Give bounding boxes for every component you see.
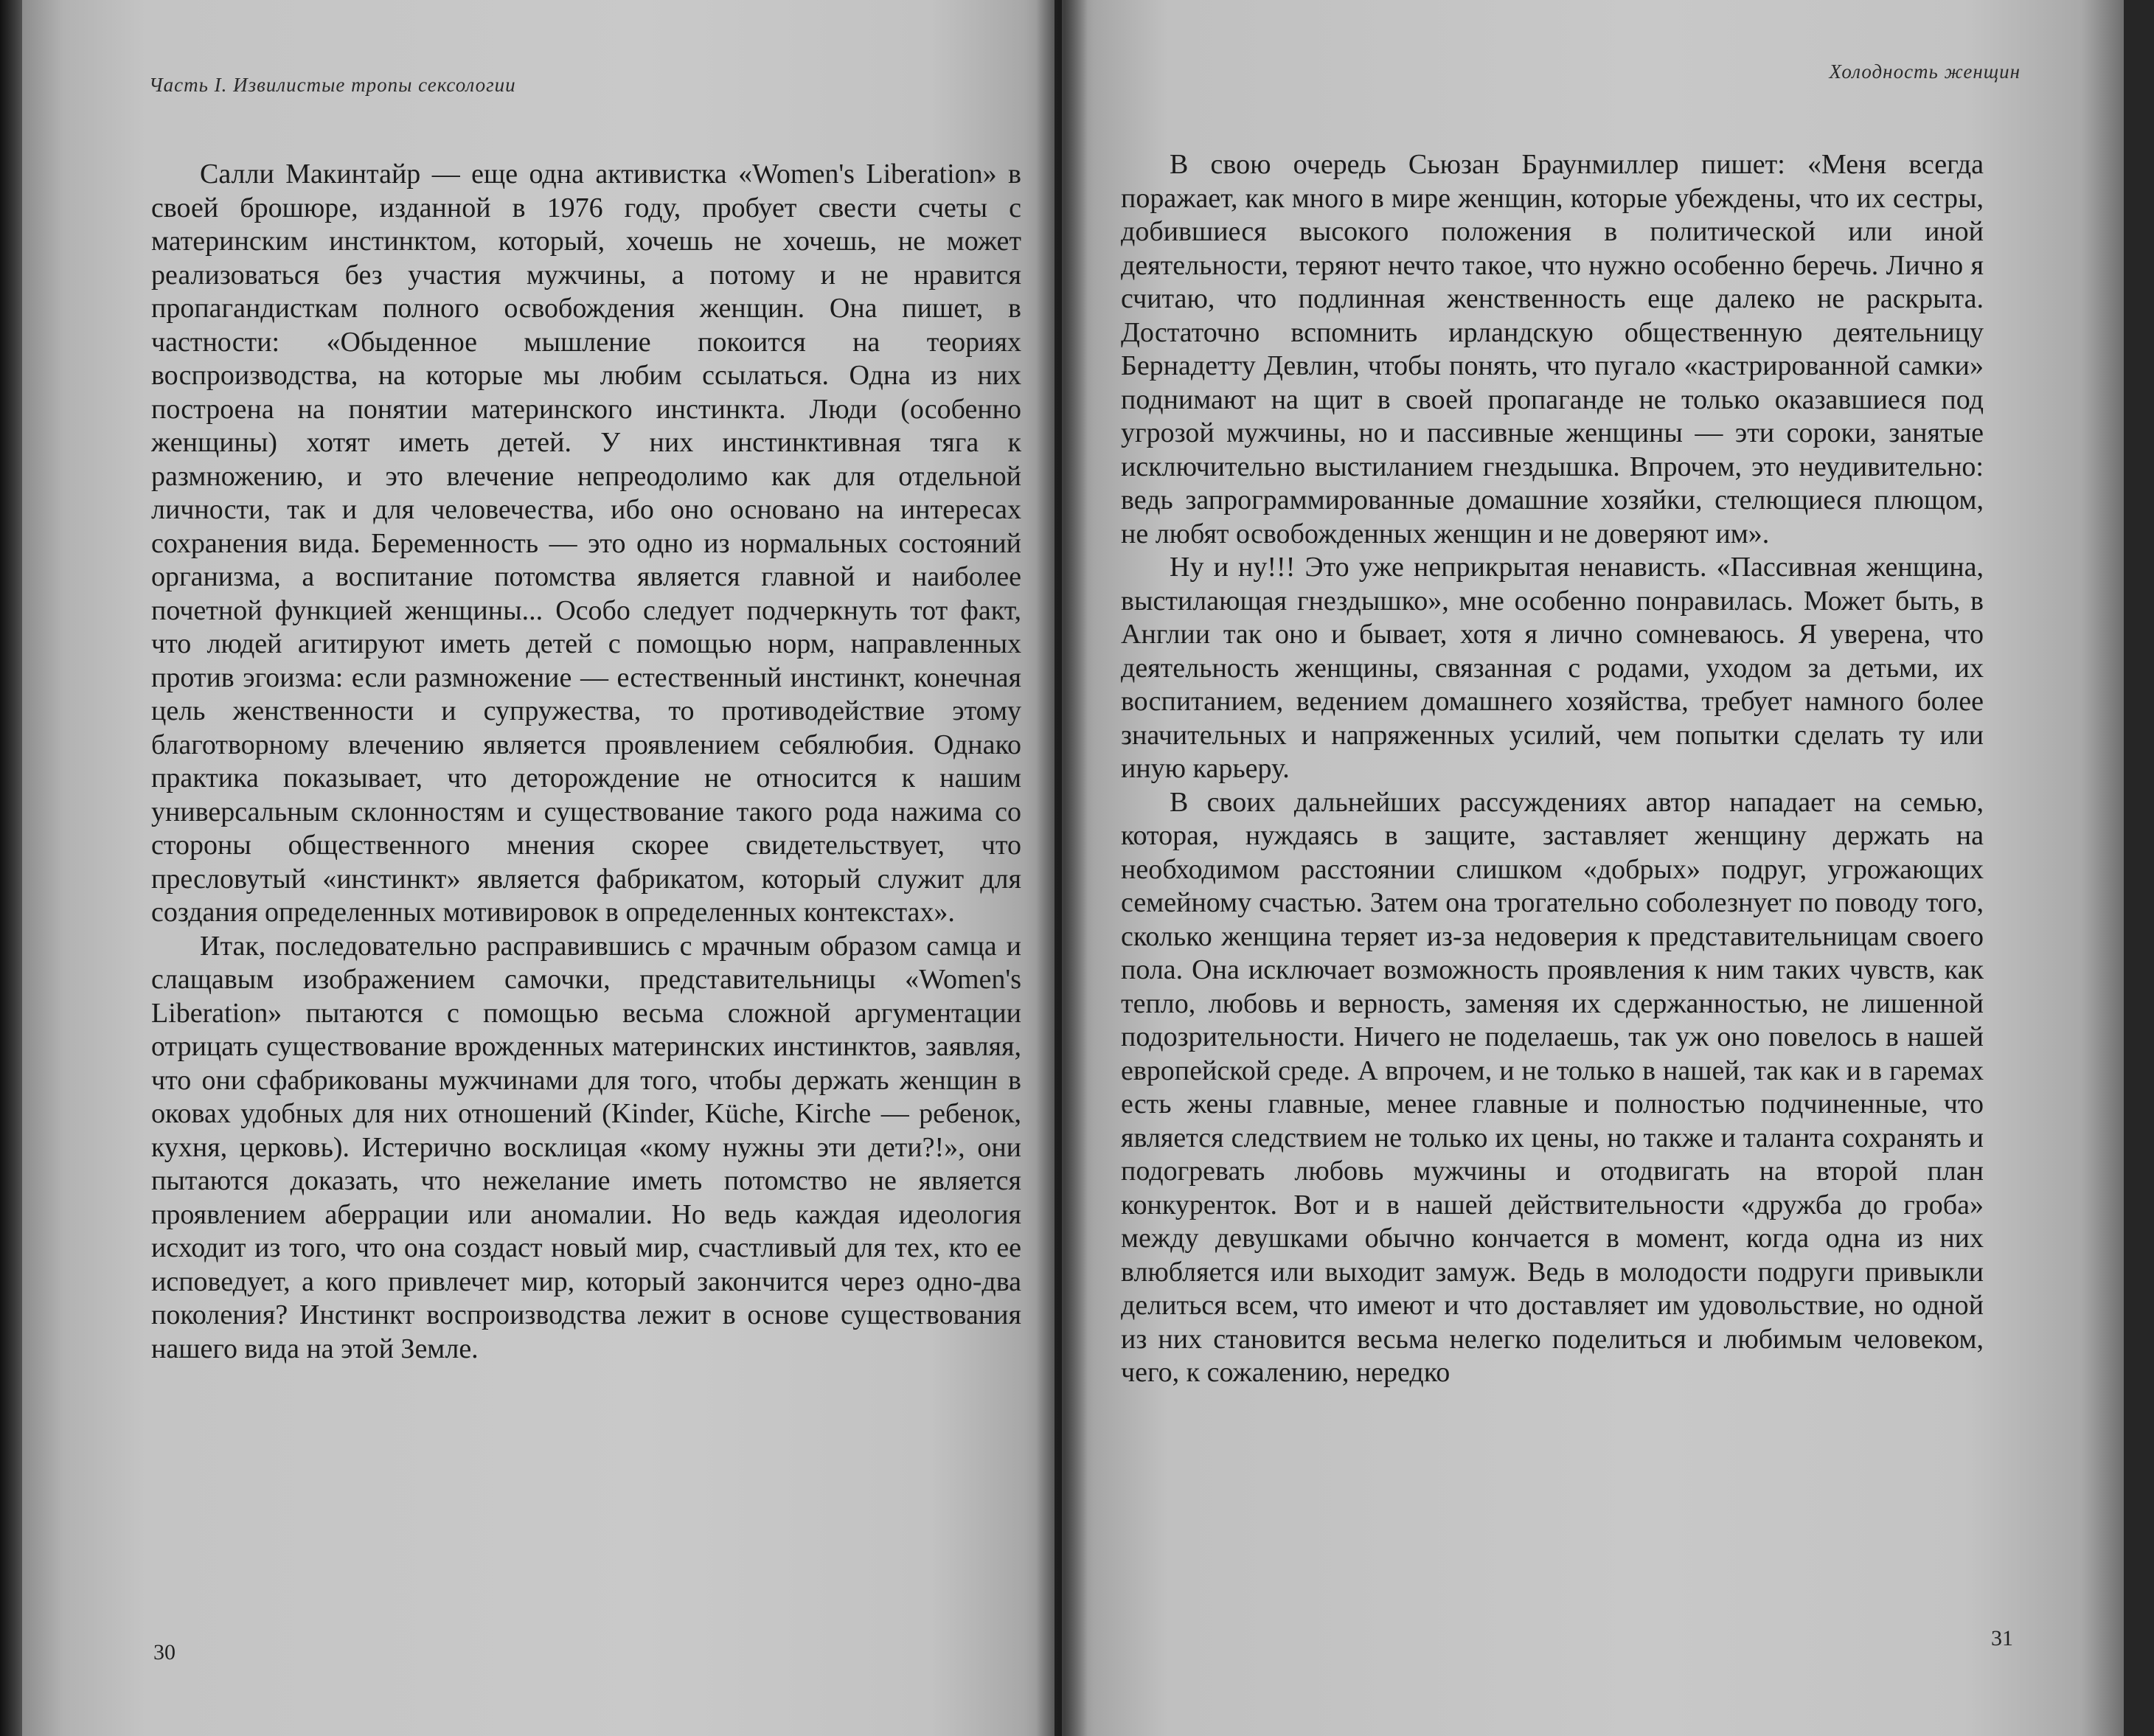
right-paragraph-2: Ну и ну!!! Это уже неприкрытая ненависть. «Пассивная женщина, выстилающая гнездышко», мне особенно понравилась. Может быть, в Англии так оно и бывает, хотя я лично сомневаюсь. Я уверена, что деятельность женщины, связанная с родами, уходом за детьми, их воспитанием, ведением домашнего хозяйства, требует намного более значительных и напряженных усилий, чем попытки сделать ту или иную карьеру. [1121, 552, 1984, 784]
right-page [1062, 0, 2124, 1736]
left-page-text [151, 158, 1021, 1366]
right-paragraph-3: В своих дальнейших рассуждениях автор нападает на семью, которая, нуждаясь в защите, заставляет женщину держать на необходимом расстоянии слишком «добрых» подруг, угрожающих семейному счастью. Затем она трогательно соболезнует по поводу того, сколько женщина теряет из-за недоверия к представительницам своего пола. Она исключает возможность проявления к ним таких чувств, как тепло, любовь и верность, заменяя их сдержанностью, не лишенной подозрительности. Ничего не поделаешь, так уж оно повелось в нашей европейской среде. А впрочем, и не только в нашей, так как и в гаремах есть жены главные, менее главные и полностью подчиненные, что является следствием не только их цены, но также и таланта сохранять и подогревать любовь мужчины и отодвигать на второй план конкуренток. Вот и в нашей действительности «дружба до гроба» между девушками обычно кончается в момент, когда одна из них влюбляется или выходит замуж. Ведь в молодости подруги привыкли делиться всем, что имеют и что доставляет им удовольствие, но одной из них становится весьма нелегко поделиться и любимым человеком, чего, к сожалению, нередко [1121, 786, 1984, 1388]
right-paragraph-1: В свою очередь Сьюзан Браунмиллер пишет: «Меня всегда поражает, как много в мире женщин, которые убеждены, что их сестры, добившиеся высокого положения в политической или иной деятельности, теряют нечто такое, что нужно особенно беречь. Лично я считаю, что подлинная женственность еще далеко не раскрыта. Достаточно вспомнить ирландскую общественную деятельницу Бернадетту Девлин, чтобы понять, что пугало «кастрированной самки» поднимают на щит в своей пропаганде не только оказавшиеся под угрозой мужчины, но и пассивные женщины — эти сороки, занятые исключительно выстиланием гнездышка. Впрочем, это неудивительно: ведь запрограммированные домашние хозяйки, стелющиеся плющом, не любят освобожденных женщин и не доверяют им». [1121, 149, 1984, 549]
left-page-number: 30 [153, 1640, 176, 1664]
right-page-text [1121, 148, 1984, 1390]
left-paragraph-1: Салли Макинтайр — еще одна активистка «Women's Liberation» в своей брошюре, изданной в 1976 году, пробует свести счеты с материнским инстинктом, который, хочешь не хочешь, не может реализоваться без участия мужчины, а потому и не нравится пропагандисткам полного освобождения женщин. Она пишет, в частности: «Обыденное мышление покоится на теориях воспроизводства, на которые мы любим ссылаться. Одна из них построена на понятии материнского инстинкта. Люди (особенно женщины) хотят иметь детей. У них инстинктивная тяга к размножению, и это влечение непреодолимо как для отдельной личности, так и для человечества, ибо оно основано на интересах сохранения вида. Беременность — это одно из нормальных состояний организма, а воспитание потомства является главной и наиболее почетной функцией женщины... Особо следует подчеркнуть тот факт, что людей агитируют иметь детей с помощью норм, направленных против эгоизма: если размножение — естественный инстинкт, конечная цель женственности и супружества, то противодействие этому благотворному влечению является проявлением себялюбия. Однако практика показывает, что деторождение не относится к нашим универсальным склонностям и существование такого рода нажима со стороны общественного мнения скорее свидетельствует, что пресловутый «инстинкт» является фабрикатом, который служит для создания определенных мотивировок в определенных контекстах». [151, 159, 1021, 928]
book-gutter [1036, 0, 1088, 1736]
left-running-head: Часть I. Извилистые тропы сексологии [149, 74, 516, 96]
right-running-head: Холодность женщин [1829, 60, 2021, 83]
right-page-number: 31 [1991, 1626, 2013, 1650]
left-paragraph-2: Итак, последовательно расправившись с мрачным образом самца и слащавым изображением самочки, представительницы «Women's Liberation» пытаются с помощью весьма сложной аргументации отрицать существование врожденных материнских инстинктов, заявляя, что они сфабрикованы мужчинами для того, чтобы держать женщин в оковах удобных для них отношений (Kinder, Küche, Kirche — ребенок, кухня, церковь). Истерично восклицая «кому нужны эти дети?!», они пытаются доказать, что нежелание иметь потомство не является проявлением аберрации или аномалии. Но ведь каждая идеология исходит из того, что она создаст новый мир, счастливый для тех, кто ее исповедует, а кого привлечет мир, который закончится через одно-два поколения? Инстинкт воспроизводства лежит в основе существования нашего вида на этой Земле. [151, 930, 1021, 1364]
left-page [22, 0, 1055, 1736]
